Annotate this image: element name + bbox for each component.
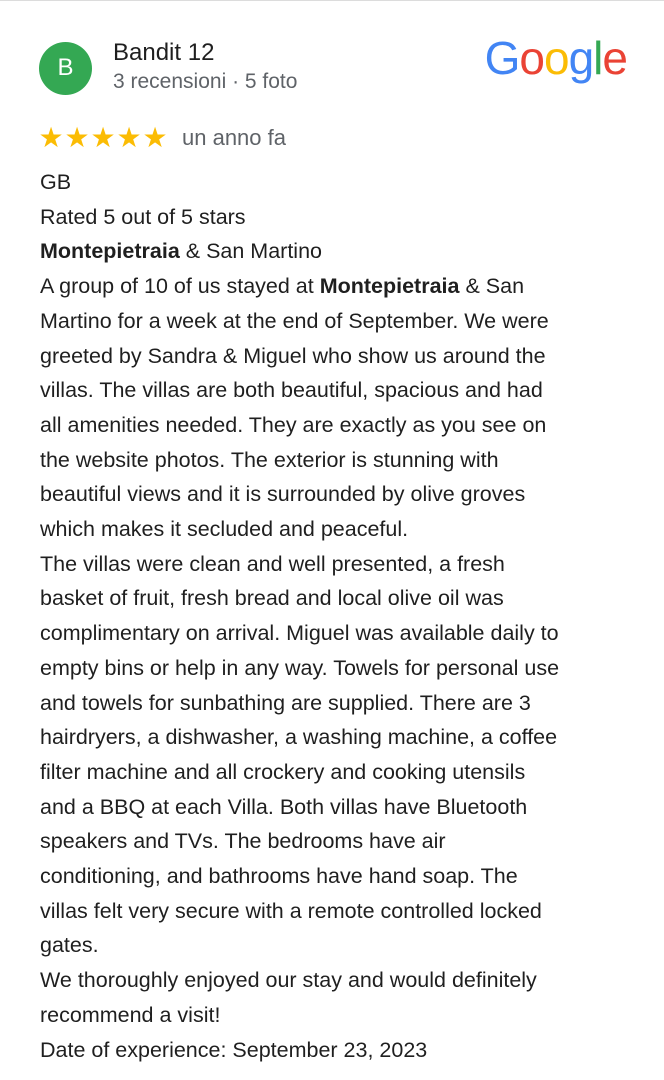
review-line: all amenities needed. They are exactly as you see on	[40, 412, 547, 437]
review-line: conditioning, and bathrooms have hand soap. The	[40, 864, 518, 889]
review-line: basket of fruit, fresh bread and local olive oil was	[40, 586, 504, 611]
review-line: the website photos. The exterior is stunning with	[40, 447, 499, 472]
avatar[interactable]	[39, 42, 92, 95]
review-line-text: & San	[459, 274, 525, 299]
review-line: villas felt very secure with a remote controlled locked	[40, 898, 542, 923]
avatar-letter: B	[57, 54, 74, 81]
review-line: and a BBQ at each Villa. Both villas have Bluetooth	[40, 794, 528, 819]
user-meta: 3 recensioni · 5 foto	[113, 70, 298, 93]
user-info	[113, 39, 297, 95]
review-line: Martino for a week at the end of September. We were	[40, 308, 549, 333]
google-logo-letter: G	[484, 32, 520, 84]
google-logo-letter: o	[543, 32, 569, 84]
property-name: Montepietraia	[40, 239, 180, 264]
google-logo	[485, 31, 627, 85]
review-line: We thoroughly enjoyed our stay and would definitely	[40, 968, 537, 993]
review-line: recommend a visit!	[40, 1002, 221, 1027]
google-logo-letter: e	[602, 32, 627, 84]
star-icon: ★	[90, 122, 116, 153]
review-line-text: A group of 10 of us stayed at	[40, 274, 320, 299]
review-time: un anno fa	[182, 125, 286, 150]
user-name[interactable]: Bandit 12	[113, 39, 215, 66]
review-line: greeted by Sandra & Miguel who show us around the	[40, 343, 546, 368]
review-line: hairdryers, a dishwasher, a washing machine, a coffee	[40, 725, 558, 750]
google-logo-letter: l	[593, 32, 603, 84]
review-line: and towels for sunbathing are supplied. There are 3	[40, 690, 531, 715]
star-icon: ★	[64, 122, 90, 153]
review-line: GB	[40, 170, 72, 194]
review-line: complimentary on arrival. Miguel was available daily to	[40, 621, 559, 646]
star-icon: ★	[142, 122, 168, 153]
star-icon: ★	[116, 122, 142, 153]
rating-row	[38, 123, 286, 153]
star-rating	[38, 123, 168, 153]
review-header	[39, 41, 297, 95]
review-line: which makes it secluded and peaceful.	[40, 517, 409, 542]
review-line	[40, 269, 630, 304]
google-logo-letter: g	[568, 32, 594, 84]
google-logo-letter: o	[519, 32, 544, 84]
review-line: speakers and TVs. The bedrooms have air	[40, 829, 446, 854]
star-icon: ★	[38, 122, 64, 153]
review-line: The villas were clean and well presented, a fresh	[40, 551, 505, 576]
review-line: filter machine and all crockery and cooking utensils	[40, 759, 526, 784]
review-line: empty bins or help in any way. Towels for personal use	[40, 655, 560, 680]
review-line: beautiful views and it is surrounded by olive groves	[40, 482, 526, 507]
review-text	[40, 165, 630, 1067]
review-line: Rated 5 out of 5 stars	[40, 204, 246, 229]
review-line-text: & San Martino	[179, 239, 322, 264]
review-line: gates.	[40, 933, 99, 958]
review-line: villas. The villas are both beautiful, spacious and had	[40, 378, 543, 403]
property-name: Montepietraia	[319, 274, 460, 299]
review-line	[40, 234, 630, 269]
experience-date: Date of experience: September 23, 2023	[40, 1037, 428, 1062]
